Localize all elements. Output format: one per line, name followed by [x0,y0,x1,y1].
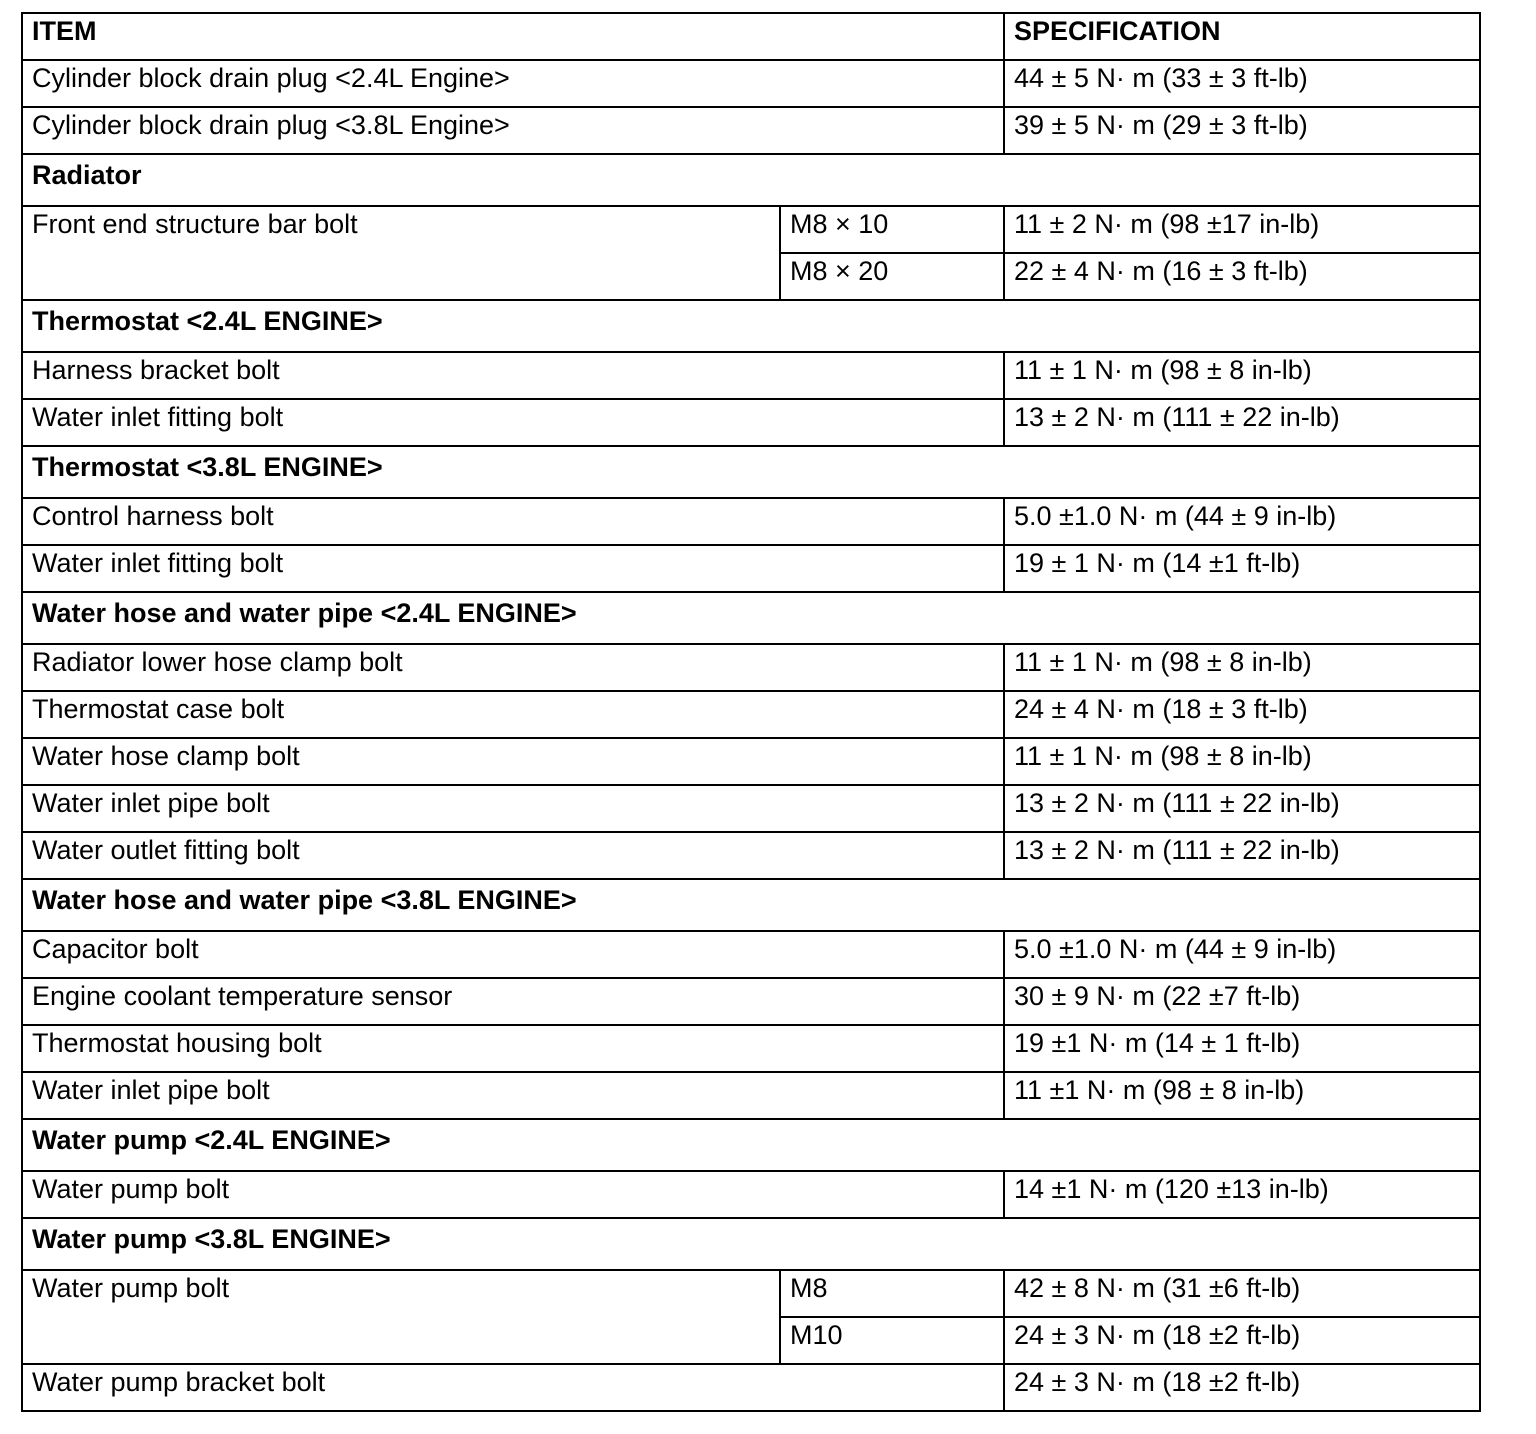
item-cell: Front end structure bar bolt [22,206,780,300]
spec-cell: 14 ±1 N· m (120 ±13 in-lb) [1004,1171,1480,1218]
size-cell: M8 [780,1270,1004,1317]
spec-cell: 13 ± 2 N· m (111 ± 22 in-lb) [1004,785,1480,832]
spec-cell: 19 ±1 N· m (14 ± 1 ft-lb) [1004,1025,1480,1072]
header-item: ITEM [22,13,1004,60]
spec-cell: 24 ± 3 N· m (18 ±2 ft-lb) [1004,1317,1480,1364]
table-row [22,691,1480,738]
section-row [22,300,1480,352]
spec-cell: 11 ±1 N· m (98 ± 8 in-lb) [1004,1072,1480,1119]
size-cell: M10 [780,1317,1004,1364]
table-row [22,399,1480,446]
spec-cell: 5.0 ±1.0 N· m (44 ± 9 in-lb) [1004,931,1480,978]
item-cell: Water inlet fitting bolt [22,399,1004,446]
table-row [22,352,1480,399]
table-row [22,1364,1480,1411]
spec-cell: 39 ± 5 N· m (29 ± 3 ft-lb) [1004,107,1480,154]
section-heading: Radiator [22,154,1480,206]
item-cell: Water pump bolt [22,1171,1004,1218]
spec-cell: 42 ± 8 N· m (31 ±6 ft-lb) [1004,1270,1480,1317]
table-row [22,107,1480,154]
section-heading: Water hose and water pipe <3.8L ENGINE> [22,879,1480,931]
item-cell: Control harness bolt [22,498,1004,545]
item-cell: Water inlet pipe bolt [22,785,1004,832]
item-cell: Water pump bracket bolt [22,1364,1004,1411]
item-cell: Thermostat housing bolt [22,1025,1004,1072]
spec-cell: 13 ± 2 N· m (111 ± 22 in-lb) [1004,399,1480,446]
section-heading: Thermostat <3.8L ENGINE> [22,446,1480,498]
section-row [22,879,1480,931]
item-cell: Cylinder block drain plug <2.4L Engine> [22,60,1004,107]
header-specification: SPECIFICATION [1004,13,1480,60]
item-cell: Water inlet pipe bolt [22,1072,1004,1119]
table-row [22,1270,1480,1317]
spec-cell: 44 ± 5 N· m (33 ± 3 ft-lb) [1004,60,1480,107]
item-cell: Water hose clamp bolt [22,738,1004,785]
item-cell: Water pump bolt [22,1270,780,1364]
item-cell: Thermostat case bolt [22,691,1004,738]
table-row [22,1072,1480,1119]
size-cell: M8 × 10 [780,206,1004,253]
section-heading: Thermostat <2.4L ENGINE> [22,300,1480,352]
item-cell: Water outlet fitting bolt [22,832,1004,879]
section-row [22,1218,1480,1270]
size-cell: M8 × 20 [780,253,1004,300]
table-row [22,738,1480,785]
spec-cell: 11 ± 1 N· m (98 ± 8 in-lb) [1004,644,1480,691]
table-row [22,978,1480,1025]
table-row [22,545,1480,592]
spec-cell: 13 ± 2 N· m (111 ± 22 in-lb) [1004,832,1480,879]
table-row [22,832,1480,879]
section-row [22,446,1480,498]
item-cell: Engine coolant temperature sensor [22,978,1004,1025]
item-cell: Capacitor bolt [22,931,1004,978]
table-row [22,1171,1480,1218]
table-header-row [22,13,1480,60]
table-row [22,931,1480,978]
spec-cell: 11 ± 1 N· m (98 ± 8 in-lb) [1004,738,1480,785]
item-cell: Radiator lower hose clamp bolt [22,644,1004,691]
spec-cell: 24 ± 3 N· m (18 ±2 ft-lb) [1004,1364,1480,1411]
spec-cell: 11 ± 2 N· m (98 ±17 in-lb) [1004,206,1480,253]
item-cell: Harness bracket bolt [22,352,1004,399]
torque-specification-table [21,12,1481,1412]
section-row [22,1119,1480,1171]
spec-cell: 22 ± 4 N· m (16 ± 3 ft-lb) [1004,253,1480,300]
section-row [22,592,1480,644]
item-cell: Water inlet fitting bolt [22,545,1004,592]
spec-cell: 30 ± 9 N· m (22 ±7 ft-lb) [1004,978,1480,1025]
section-heading: Water pump <3.8L ENGINE> [22,1218,1480,1270]
table-row [22,1025,1480,1072]
table-row [22,498,1480,545]
table-row [22,206,1480,253]
section-row [22,154,1480,206]
spec-cell: 19 ± 1 N· m (14 ±1 ft-lb) [1004,545,1480,592]
item-cell: Cylinder block drain plug <3.8L Engine> [22,107,1004,154]
section-heading: Water hose and water pipe <2.4L ENGINE> [22,592,1480,644]
table-row [22,60,1480,107]
spec-cell: 24 ± 4 N· m (18 ± 3 ft-lb) [1004,691,1480,738]
table-row [22,644,1480,691]
spec-cell: 5.0 ±1.0 N· m (44 ± 9 in-lb) [1004,498,1480,545]
table-row [22,785,1480,832]
section-heading: Water pump <2.4L ENGINE> [22,1119,1480,1171]
spec-cell: 11 ± 1 N· m (98 ± 8 in-lb) [1004,352,1480,399]
